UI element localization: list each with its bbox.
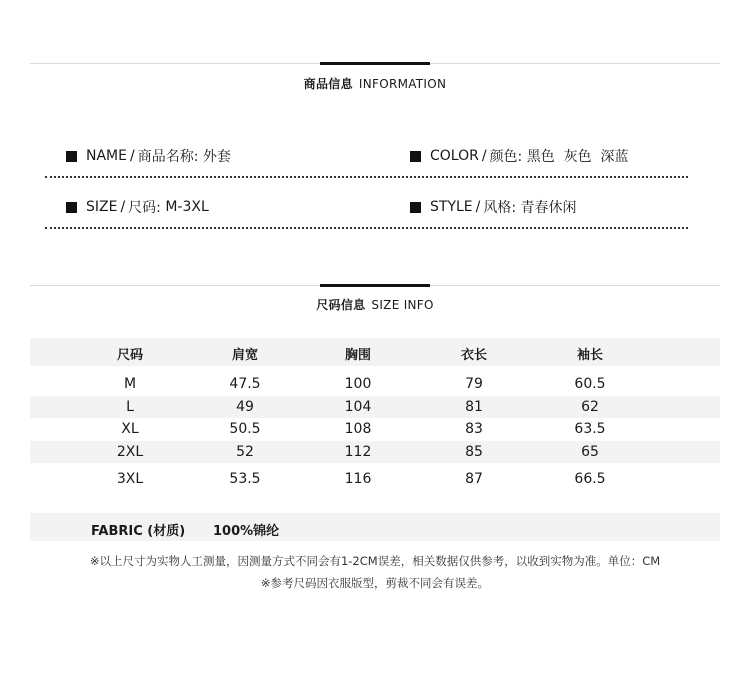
table-cell: M <box>123 376 137 392</box>
info-label-en: SIZE <box>86 199 118 215</box>
table-cell: 53.5 <box>229 471 261 487</box>
slash-separator: / <box>481 148 487 164</box>
table-cell: 112 <box>344 444 372 460</box>
table-cell: 63.5 <box>574 421 606 437</box>
table-header-cell: 胸围 <box>344 348 371 363</box>
table-cell: 87 <box>465 471 483 487</box>
info-item-name <box>66 146 231 166</box>
size-info-title <box>0 296 750 313</box>
slash-separator: / <box>120 199 126 215</box>
info-label-en: COLOR <box>430 148 479 164</box>
table-header-cell: 袖长 <box>576 348 603 363</box>
square-bullet-icon <box>66 151 77 162</box>
info-value: M-3XL <box>165 199 209 215</box>
table-cell: 3XL <box>116 471 144 487</box>
square-bullet-icon <box>410 151 421 162</box>
table-cell: 49 <box>236 399 254 415</box>
table-cell: 116 <box>344 471 372 487</box>
table-cell: 100 <box>344 376 372 392</box>
info-label-cn: 颜色: <box>489 149 523 165</box>
table-cell: 108 <box>344 421 372 437</box>
table-cell: L <box>126 399 134 415</box>
info-item-size <box>66 197 209 217</box>
table-cell: 47.5 <box>229 376 261 392</box>
footnote-measurement: ※以上尺寸为实物人工测量，因测量方式不同会有1-2CM误差，相关数据仅供参考，以收到实物为准。单位：CM <box>89 554 661 568</box>
dotted-divider <box>45 176 688 178</box>
information-title-cn: 商品信息 <box>303 77 353 91</box>
table-cell: 79 <box>465 376 483 392</box>
fabric-label: FABRIC (材质) <box>91 524 186 539</box>
info-label-en: STYLE <box>430 199 473 215</box>
title-accent-bar <box>320 62 430 65</box>
info-label-en: NAME <box>86 148 127 164</box>
table-cell: 65 <box>581 444 599 460</box>
info-value: 青春休闲 <box>520 200 577 216</box>
slash-separator: / <box>475 199 481 215</box>
info-label-cn: 商品名称: <box>137 149 199 165</box>
info-value: 外套 <box>202 149 231 165</box>
table-header-cell: 肩宽 <box>231 348 258 363</box>
table-cell: 52 <box>236 444 254 460</box>
table-cell: 85 <box>465 444 483 460</box>
table-cell: 50.5 <box>229 421 261 437</box>
size-info-title-cn: 尺码信息 <box>316 298 366 312</box>
table-cell: 81 <box>465 399 483 415</box>
information-title <box>0 75 750 92</box>
footnote-sizing: ※参考尺码因衣服版型，剪裁不同会有误差。 <box>260 576 490 590</box>
table-header-cell: 衣长 <box>460 348 487 363</box>
table-cell: XL <box>121 421 139 437</box>
square-bullet-icon <box>66 202 77 213</box>
info-item-style <box>410 197 577 217</box>
table-cell: 83 <box>465 421 483 437</box>
info-item-color <box>410 146 629 166</box>
info-value: 黑色 灰色 深蓝 <box>526 149 629 165</box>
size-info-title-en: SIZE INFO <box>371 298 434 312</box>
square-bullet-icon <box>410 202 421 213</box>
information-title-en: INFORMATION <box>358 77 447 91</box>
slash-separator: / <box>129 148 135 164</box>
table-cell: 60.5 <box>574 376 606 392</box>
info-label-cn: 风格: <box>483 200 517 216</box>
table-cell: 62 <box>581 399 599 415</box>
title-accent-bar <box>320 284 430 287</box>
table-cell: 2XL <box>116 444 144 460</box>
table-header-cell: 尺码 <box>116 348 143 363</box>
info-label-cn: 尺码: <box>128 200 161 216</box>
fabric-value: 100%锦纶 <box>213 524 280 539</box>
dotted-divider <box>45 227 688 229</box>
table-cell: 66.5 <box>574 471 606 487</box>
table-cell: 104 <box>344 399 372 415</box>
